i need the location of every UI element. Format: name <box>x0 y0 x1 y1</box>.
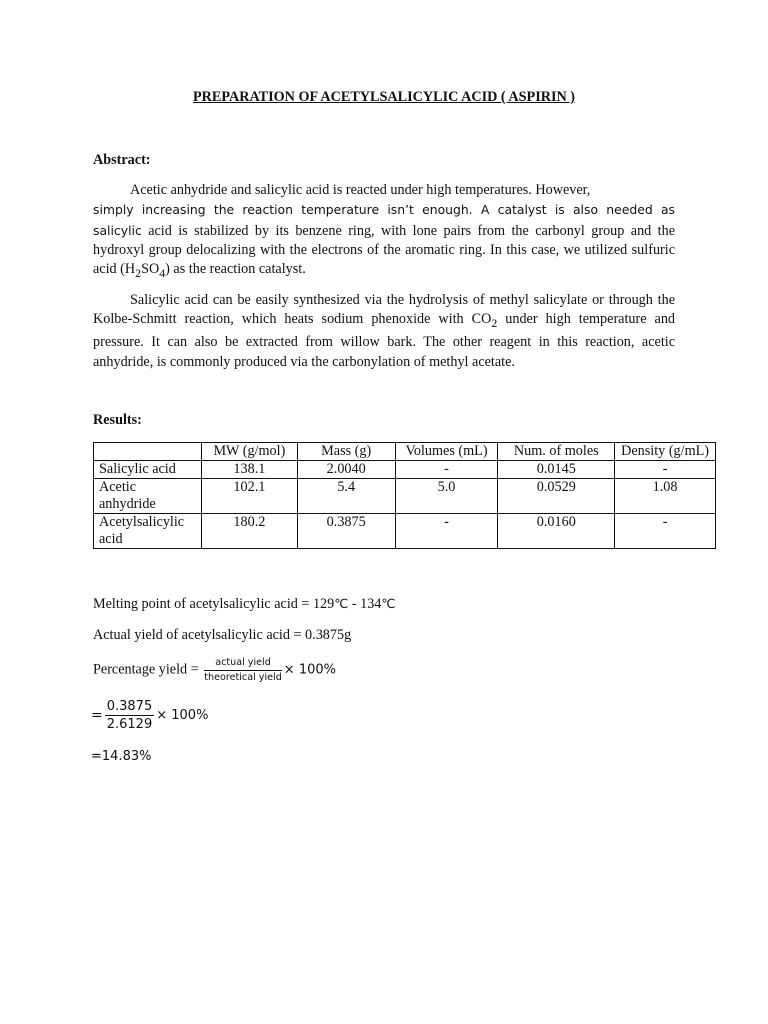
table-cell: 0.0160 <box>498 514 615 549</box>
document-title: PREPARATION OF ACETYLSALICYLIC ACID ( ASPIRIN ) <box>192 89 576 105</box>
abstract-text: acid is stabilized by its benzene ring, with lone pairs from the carbonyl group and the hydroxyl group delocalizing with the electrons of the aromatic ring. In this case, we utilized sulfuric acid (H <box>93 222 675 278</box>
table-cell: 1.08 <box>615 479 716 514</box>
times-hundred: × 100% <box>283 662 336 678</box>
unit-symbol: ℃ <box>334 596 349 611</box>
table-header-row <box>94 443 716 461</box>
melting-point-label: Melting point of acetylsalicylic acid = 129 <box>93 596 335 612</box>
table-cell: 102.1 <box>201 479 297 514</box>
table-cell: 5.4 <box>297 479 395 514</box>
abstract-text: ) as the reaction catalyst. <box>165 261 306 278</box>
percentage-yield-label: Percentage yield = <box>93 661 203 678</box>
unit-symbol: ℃ <box>381 596 396 611</box>
result-line: =14.83% <box>91 749 152 764</box>
melting-point-upper: - 134 <box>348 596 382 612</box>
table-cell: 5.0 <box>395 479 498 514</box>
table-cell: 0.0145 <box>498 461 615 479</box>
fraction-numerator: actual yield <box>204 656 282 671</box>
abstract-text: under high temperature and pressure. It can also be extracted from willow bark. The other reagent in this reaction, acetic anhydride, is commonly produced via the carbonylation of methyl acetate. <box>93 311 676 370</box>
equals-sign: = <box>91 707 103 724</box>
abstract-text: Acetic anhydride and salicylic acid is reacted under high temperatures. However, <box>130 182 591 198</box>
column-header: Mass (g) <box>297 443 395 461</box>
percentage-yield-line <box>93 656 336 684</box>
abstract-text: SO <box>141 261 160 278</box>
column-header: Volumes (mL) <box>395 443 498 461</box>
table-cell: - <box>615 461 716 479</box>
abstract-paragraph-1 <box>93 181 675 283</box>
abstract-heading: Abstract: <box>93 152 151 168</box>
abstract-text: simply increasing the reaction temperature isn’t enough. A catalyst is also needed as salicylic <box>93 202 675 238</box>
subscript: 2 <box>491 316 498 331</box>
table-cell: 0.0529 <box>498 479 615 514</box>
table-cell: 0.3875 <box>297 514 395 549</box>
results-heading: Results: <box>93 412 142 428</box>
times-hundred: × 100% <box>156 708 209 723</box>
calculation-line <box>91 698 208 733</box>
calculation-fraction <box>105 698 155 733</box>
column-header <box>94 443 202 461</box>
column-header: Density (g/mL) <box>615 443 716 461</box>
table-cell: Acetic anhydride <box>94 479 202 514</box>
column-header: MW (g/mol) <box>201 443 297 461</box>
table-cell: 2.0040 <box>297 461 395 479</box>
table-cell: Salicylic acid <box>94 461 202 479</box>
actual-yield-line: Actual yield of acetylsalicylic acid = 0.3875g <box>93 627 352 643</box>
fraction-numerator: 0.3875 <box>106 699 153 714</box>
column-header: Num. of moles <box>498 443 615 461</box>
abstract-text: Salicylic acid can be easily synthesized via the hydrolysis of methyl salicylate or through the Kolbe-Schmitt reaction, which heats sodium phenoxide with CO <box>93 292 675 328</box>
subscript: 2 <box>135 266 142 281</box>
table-cell: 180.2 <box>201 514 297 549</box>
subscript: 4 <box>159 266 166 281</box>
table-cell: Acetylsalicylic acid <box>94 514 202 549</box>
yield-fraction <box>204 656 282 684</box>
table-cell: 138.1 <box>201 461 297 479</box>
table-cell: - <box>395 514 498 549</box>
table-cell: - <box>615 514 716 549</box>
table-row <box>94 514 716 549</box>
fraction-denominator: 2.6129 <box>106 717 153 732</box>
table-cell: - <box>395 461 498 479</box>
abstract-paragraph-2 <box>93 291 675 372</box>
fraction-denominator: theoretical yield <box>204 672 282 683</box>
table-row <box>94 461 716 479</box>
melting-point-line <box>93 596 395 613</box>
table-row <box>94 479 716 514</box>
results-table <box>93 442 716 549</box>
